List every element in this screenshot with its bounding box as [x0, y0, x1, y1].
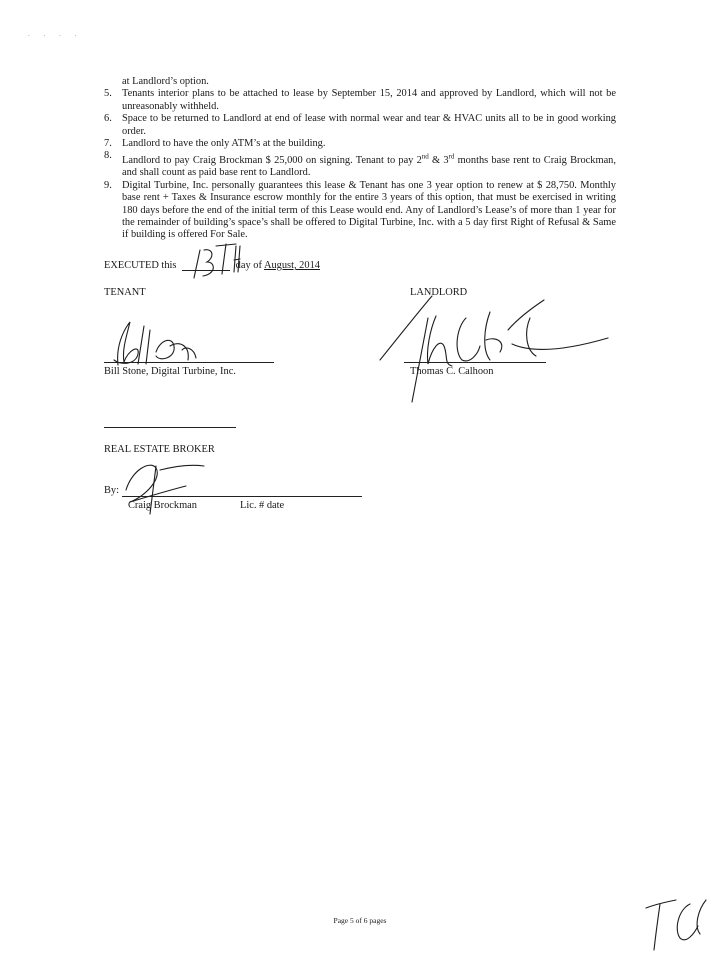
executed-date: August, 2014	[263, 260, 320, 271]
executed-middle: day of	[235, 260, 262, 271]
continuation-line: at Landlord’s option.	[122, 76, 209, 87]
item-text: Digital Turbine, Inc. personally guarantees this lease & Tenant has one 3 year option to renew at $ 28,750. Monthly base rent + Taxes & Insurance escrow monthly for the entire 3 years of this option, that must be exercised in writing 180 days before the end of the initial term of this Lease would end. Any of Landlord’s Lease’s of more than 1 year for the remainder of building’s space’s shall be offered to Digital Turbine, Inc. with a 5 day first Right of Refusal & Same if building is offered For Sale.	[122, 179, 616, 241]
landlord-signature-line	[404, 362, 546, 363]
scan-artifact: . . . .	[28, 30, 83, 38]
executed-prefix: EXECUTED this	[104, 260, 177, 271]
tenant-signature-line	[104, 362, 274, 363]
item-text: Landlord to have the only ATM’s at the building.	[122, 138, 326, 150]
item-number: 7.	[104, 138, 112, 150]
item-number: 9.	[104, 179, 112, 191]
broker-name: Craig Brockman	[128, 500, 197, 511]
item-number: 8.	[104, 150, 112, 162]
item-number: 6.	[104, 113, 112, 125]
item-text: Tenants interior plans to be attached to lease by September 15, 2014 and approved by Landlord, which will not be unreasonably withheld.	[122, 88, 616, 112]
tenant-signer: Bill Stone, Digital Turbine, Inc.	[104, 366, 236, 377]
term-item	[104, 150, 616, 179]
item-text: Landlord to pay Craig Brockman $ 25,000 on signing. Tenant to pay 2nd & 3rd months base rent to Craig Brockman, and shall count as paid base rent to Landlord.	[122, 152, 616, 179]
term-item	[104, 180, 616, 242]
broker-by-label: By:	[104, 485, 120, 496]
term-item	[104, 138, 616, 150]
term-item	[104, 88, 616, 113]
tenant-signature	[114, 322, 196, 365]
landlord-heading: LANDLORD	[410, 287, 468, 298]
landlord-signer: Thomas C. Calhoon	[410, 366, 494, 377]
landlord-signature	[380, 296, 608, 402]
blank-line	[104, 427, 236, 428]
term-item	[104, 113, 616, 138]
page-footer: Page 5 of 6 pages	[333, 916, 387, 925]
item-number: 5.	[104, 88, 112, 100]
item-text: Space to be returned to Landlord at end of lease with normal wear and tear & HVAC units all to be in good working order.	[122, 113, 616, 137]
execution-line	[104, 258, 320, 271]
day-blank	[182, 258, 230, 271]
broker-signature-line	[122, 496, 362, 497]
tenant-heading: TENANT	[104, 287, 146, 298]
broker-heading: REAL ESTATE BROKER	[104, 444, 215, 455]
broker-license: Lic. # date	[240, 500, 285, 511]
initials-mark	[646, 900, 706, 950]
lease-terms	[104, 76, 616, 242]
